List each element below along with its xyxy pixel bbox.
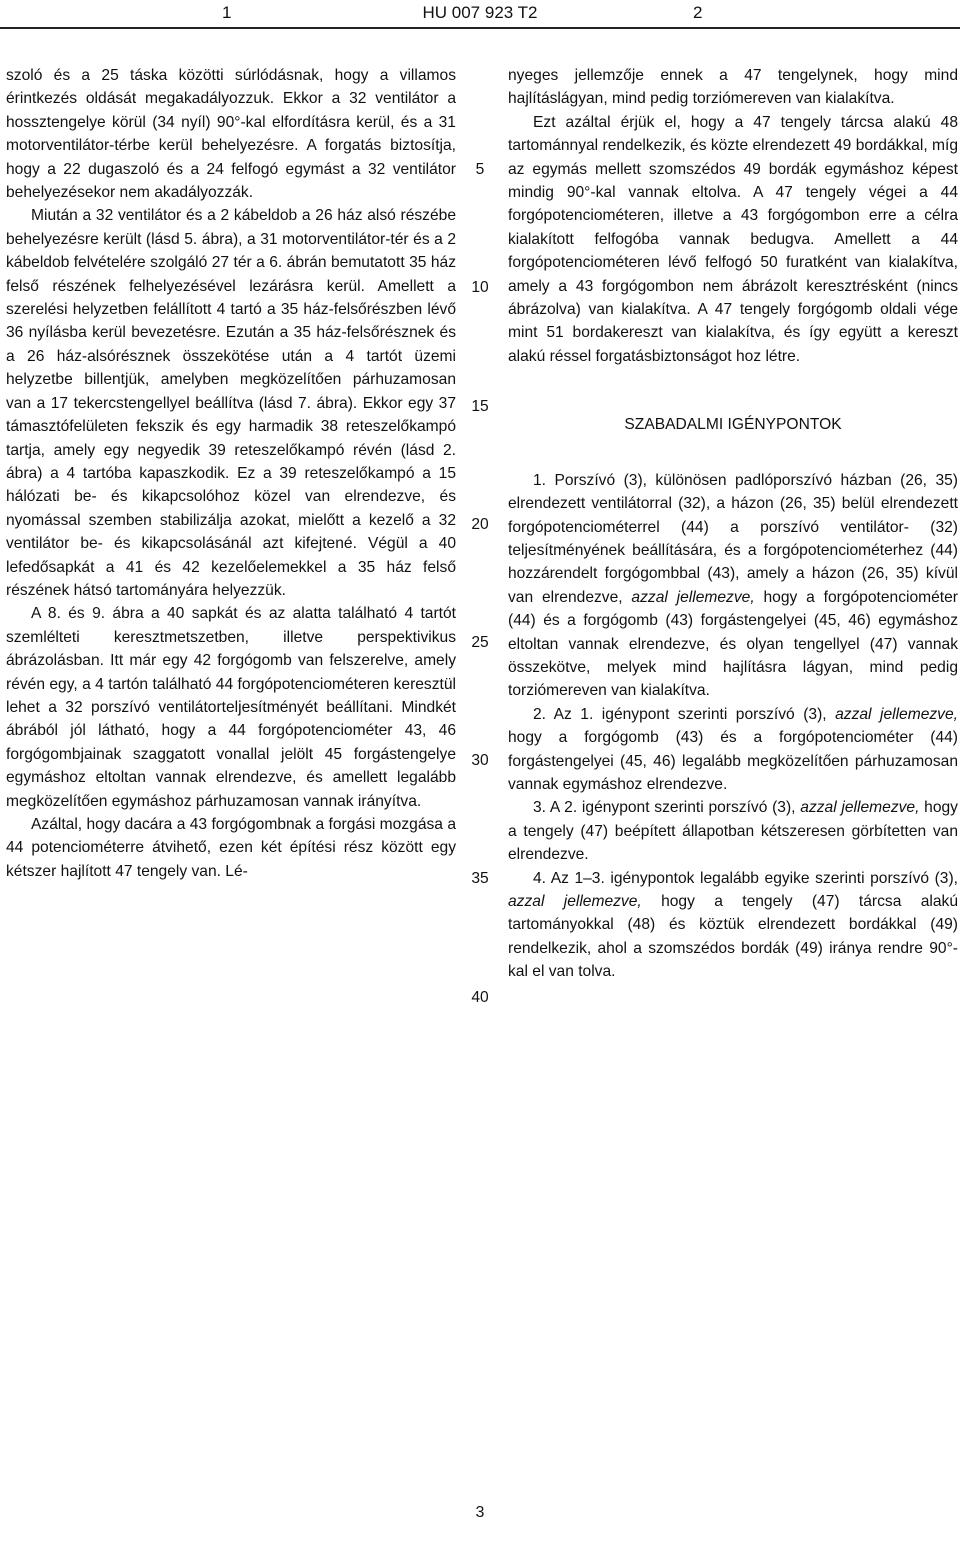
claim: 2. Az 1. igénypont szerinti porszívó (3), azzal jellemezve, hogy a forgógomb (43) és a forgópotenciométer (44) forgástengelyei (45, 46) legalább megközelítően párhuzamosan vannak egymáshoz elrendezve. [508, 705, 958, 793]
claim: 3. A 2. igénypont szerinti porszívó (3), azzal jellemezve, hogy a tengely (47) beépített állapotban kétszeresen görbítetten van elrendezve. [508, 799, 958, 864]
claim: 1. Porszívó (3), különösen padlóporszívó házban (26, 35) elrendezett ventilátorral (32), a házon (26, 35) belül elrendezett forgópotenciométerrel (44) a porszívó ventilátor- (32) teljesítményének beállítására, és a forgópotenciométerhez (44) hozzárendelt forgógombbal (43), amely a házon (26, 35) kívül van elrendezve, azzal jellemezve, hogy a forgópotenciométer (44) és a forgógomb (43) forgástengelyei (45, 46) egymáshoz eltoltan vannak elrendezve, és olyan tengellyel (47) vannak összekötve, melyek mind hajlításra lágyan, mind pedig torziómereven van kialakítva. [508, 471, 958, 700]
line-number: 25 [471, 634, 489, 651]
line-number: 10 [471, 279, 489, 296]
line-number: 35 [471, 870, 489, 887]
left-paragraph: szoló és a 25 táska közötti súrlódásnak, hogy a villamos érintkezés oldását megakadályozzuk. Ekkor a 32 ventilátor a hossztengelye körül (34 nyíl) 90°-kal elfordításra kerül, és a 31 motorventilátor-térbe kerül behelyezésre. A forgatás biztosítja, hogy a 22 dugaszoló és a 24 felfogó egymást a 32 ventilátor behelyezésekor nem akadályozzák. [6, 67, 456, 202]
line-number: 5 [475, 161, 485, 178]
left-paragraph: A 8. és 9. ábra a 40 sapkát és az alatta található 4 tartót szemlélteti keresztmetszetben, illetve perspektivikus ábrázolásban. Itt már egy 42 forgógomb van felszerelve, amely révén egy, a 4 tartón található 44 forgópotenciométeren keresztül lehet a 32 porszívó ventilátorteljesítményét beállítani. Mindkét ábrából jól látható, hogy a 44 forgópotenciométer 43, 46 forgógombjainak szaggatott vonallal jelölt 45 forgástengelye egymáshoz eltoltan vannak elrendezve, és amellett legalább megközelítően egymáshoz párhuzamosan vannak irányítva. [6, 605, 456, 810]
right-paragraph: Ezt azáltal érjük el, hogy a 47 tengely tárcsa alakú 48 tartománnyal rendelkezik, és közte elrendezett 49 bordákkal, míg az egymás mellett szomszédos 49 bordák egymáshoz képest mindig 90°-kal vannak eltolva. A 47 tengely végei a 44 forgópotenciométeren, illetve a 43 forgógombon erre a célra kialakított felfogóba vannak bedugva. Amellett a 44 forgópotenciométeren lévő felfogó 50 furatként van kialakítva, amely a 43 forgógombon nem ábrázolt keresztrésként (nincs ábrázolva) van kialakítva. A 47 tengely forgógomb oldali vége mint 51 bordakereszt van kialakítva, és így együtt a kereszt alakú réssel forgatásbiztonságot hoz létre. [508, 113, 958, 365]
line-number: 40 [471, 989, 489, 1006]
line-number: 30 [471, 752, 489, 769]
line-number: 15 [471, 398, 489, 415]
right-paragraph: nyeges jellemzője ennek a 47 tengelynek, hogy mind hajlításlágyan, mind pedig torziómereven van kialakítva. [508, 67, 958, 108]
left-paragraph: Azáltal, hogy dacára a 43 forgógombnak a forgási mozgása a 44 potenciométerre átvihető, ezen két építési rész között egy kétszer hajlított 47 tengely van. Lé- [6, 816, 456, 880]
claims-heading: SZABADALMI IGÉNYPONTOK [624, 416, 842, 434]
document-id: HU 007 923 T2 [422, 3, 538, 22]
left-page-number: 1 [222, 3, 232, 22]
line-number: 20 [471, 516, 489, 533]
right-column [508, 64, 958, 984]
right-page-number: 2 [693, 3, 703, 22]
left-paragraph: Miután a 32 ventilátor és a 2 kábeldob a 26 ház alsó részébe behelyezésre került (lásd 5. ábra), a 31 motorventilátor-tér és a 2 kábeldob felvételére szolgáló 27 tér a 6. ábrán bemutatott 35 ház felső részének felhelyezésével lezárásra kerül. Amellett a szerelési helyzetben felállított 4 tartó a 35 ház-felsőrészben lévő 36 nyílásba kerül bevezetésre. Ezután a 35 ház-felsőrésznek és a 26 ház-alsórésznek összekötése után a 4 tartót üzemi helyzetbe billentjük, amelyben megközelítően párhuzamosan van a 17 tekercstengellyel beállítva (lásd 7. ábra). Ekkor egy 37 támasztófelületen fekszik és egy harmadik 38 reteszelőkampó tartja, amely egy negyedik 39 reteszelőkampó révén (lásd 2. ábra) a 4 tartóba kapaszkodik. Ez a 39 reteszelőkampó a 15 hálózati be- és kikapcsolóhoz közel van elrendezve, és nyomással szemben stabilizálja azokat, mielőtt a kezelő a 32 ventilátor be- és kikapcsolásánál azt kifejtené. Végül a 40 lefedősapkát a 41 és 42 kezelőelemekkel a 35 ház felső részének hátsó tartományára helyezzük. [6, 207, 456, 599]
claim: 4. Az 1–3. igénypontok legalább egyike szerinti porszívó (3), azzal jellemezve, hogy a tengely (47) tárcsa alakú tartományokkal (48) és köztük elrendezett bordákkal (49) rendelkezik, ahol a szomszédos bordák (49) iránya rendre 90°-kal el van tolva. [508, 869, 958, 981]
footer-page-number: 3 [475, 1504, 485, 1521]
